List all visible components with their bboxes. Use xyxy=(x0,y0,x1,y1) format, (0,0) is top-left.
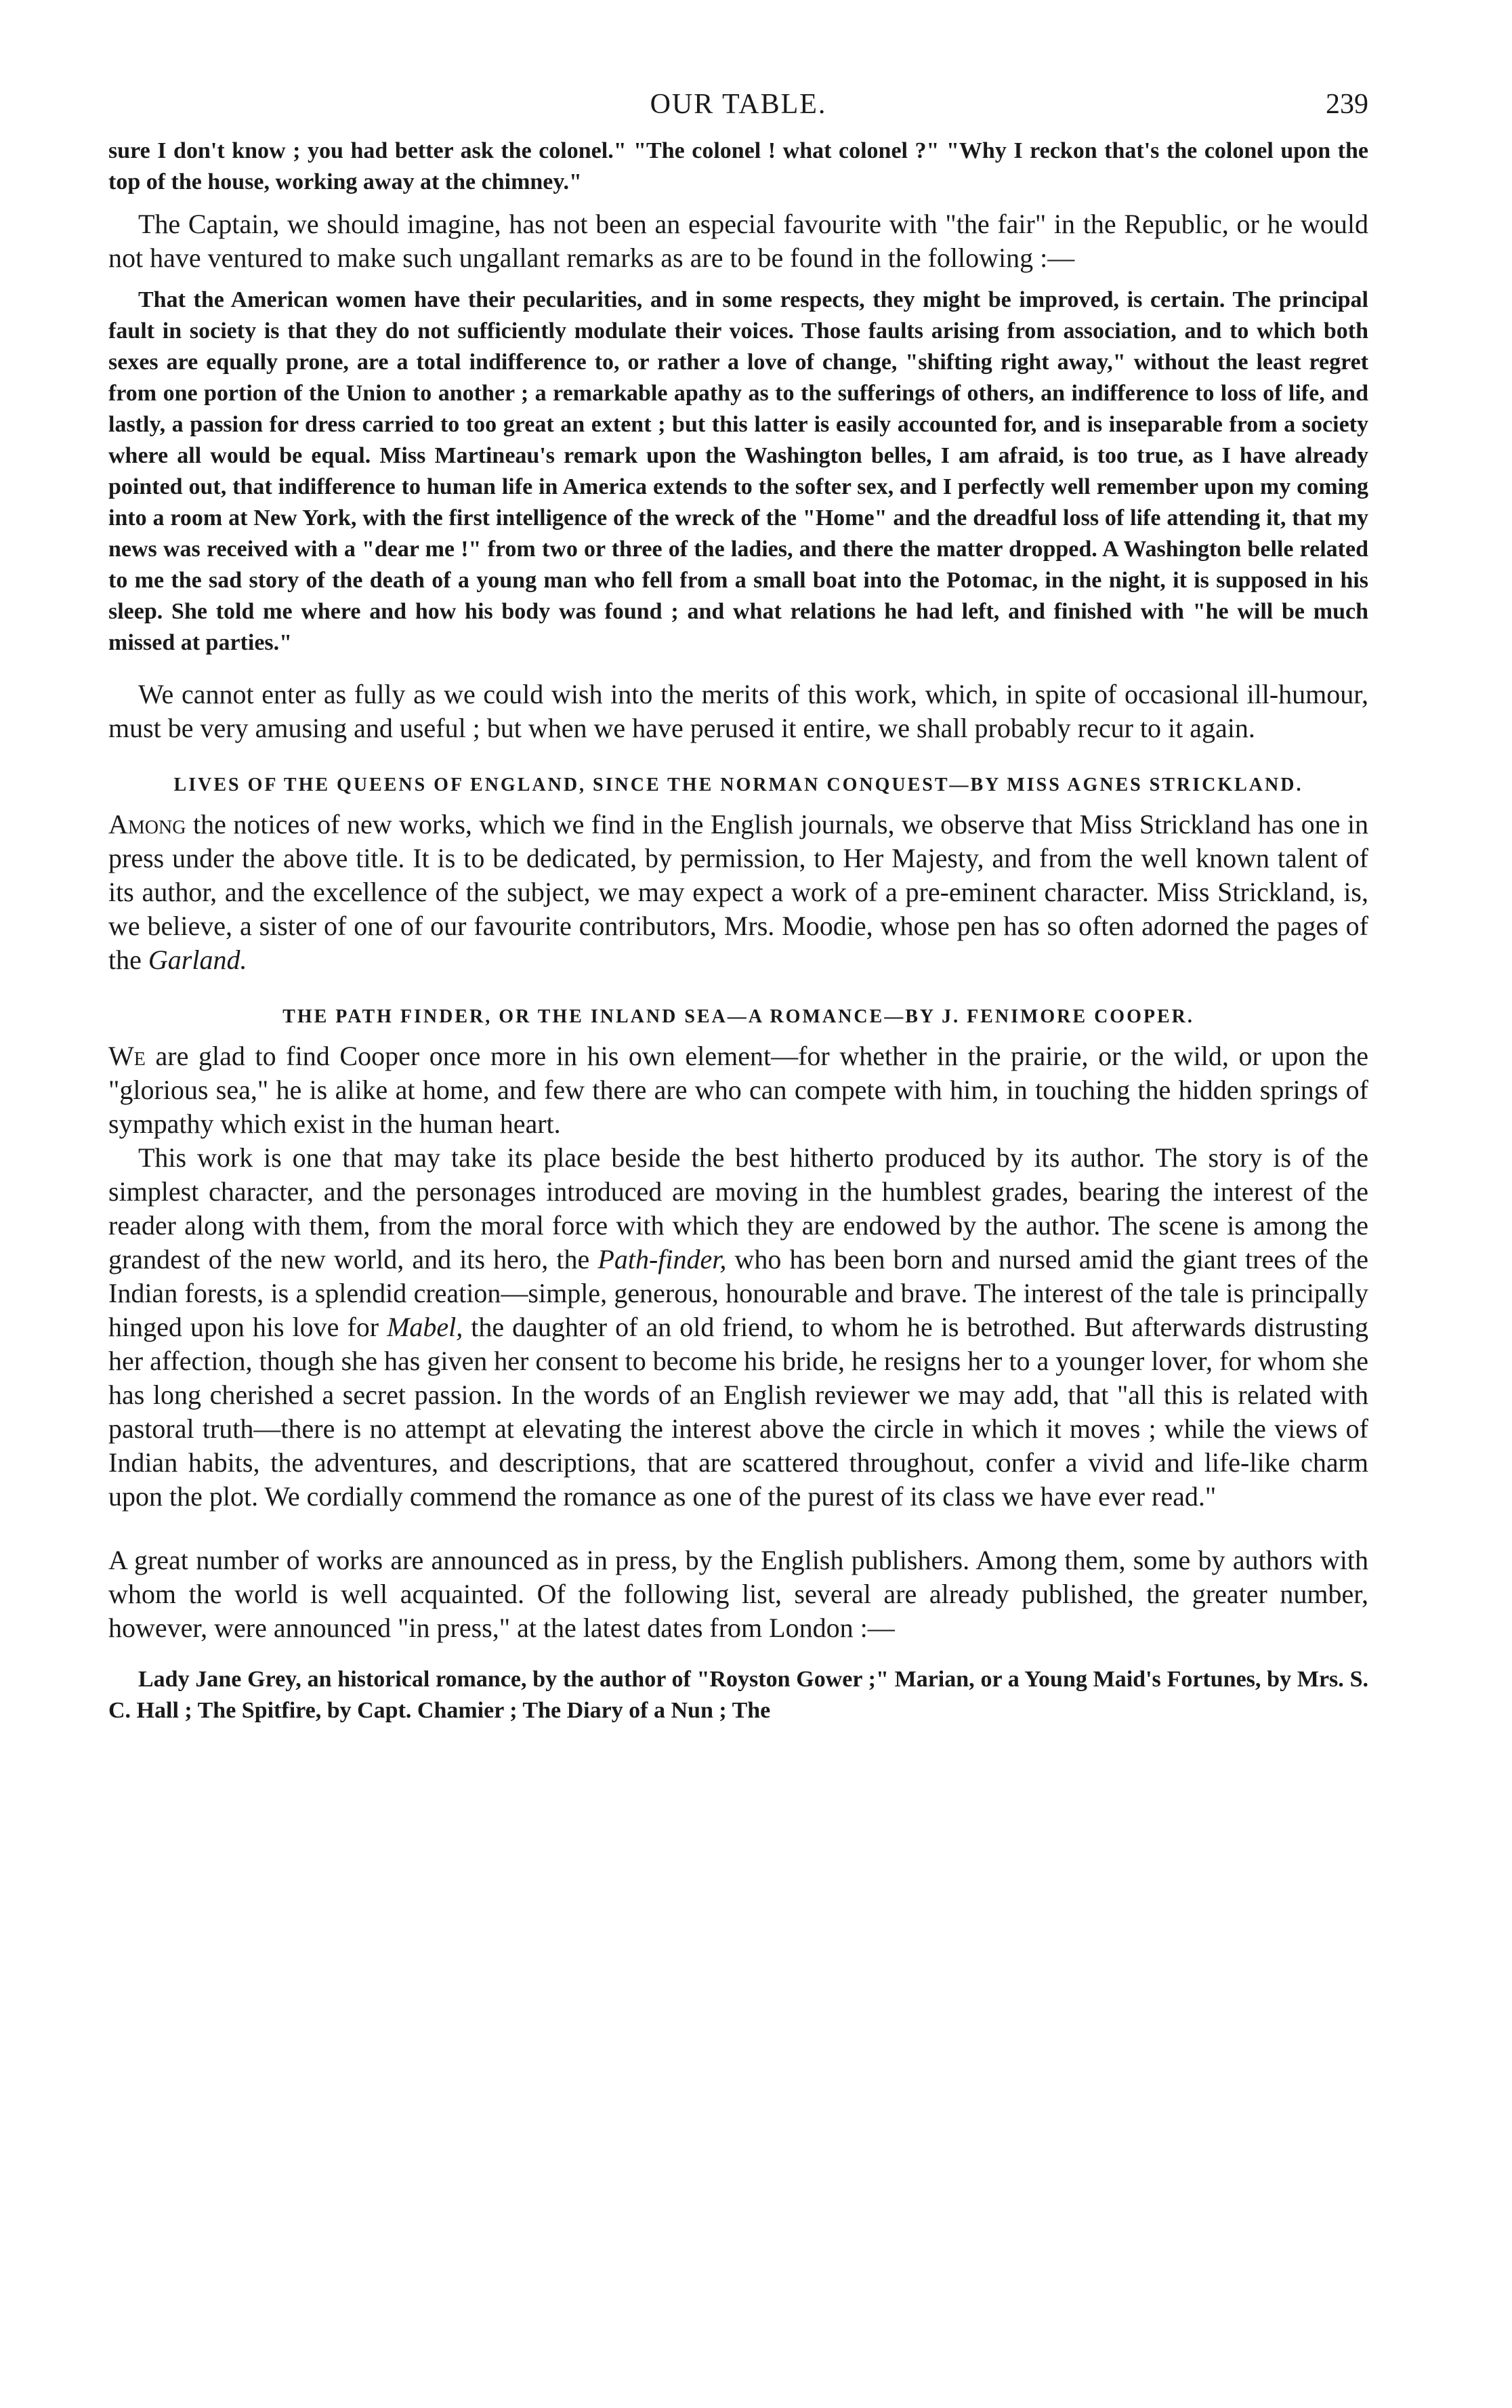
section-heading-path-finder: THE PATH FINDER, OR THE INLAND SEA—A ROMANCE—BY J. FENIMORE COOPER. xyxy=(282,1006,1194,1027)
notice-text: the notices of new works, which we find in the English journals, we observe that Miss Strickland has one in press under the above title. It is to be dedicated, by permission, to Her Majesty, and from the well known talent of its author, and the excellence of the subject, we may expect a work of a pre-eminent character. Miss Strickland, is, we believe, a sister of one of our favourite contributors, Mrs. Moodie, whose pen has so often adorned the pages of the xyxy=(108,809,1368,975)
queens-of-england-notice xyxy=(108,808,1368,977)
intro-text: are glad to find Cooper once more in his own element—for whether in the prairie, or the wild, or upon the "glorious sea," he is alike at home, and few there are who can compete with him, in touching the hidden springs of sympathy which exist in the human heart. xyxy=(108,1041,1368,1139)
running-head: OUR TABLE. xyxy=(650,89,827,120)
announcements-paragraph: A great number of works are announced as in press, by the English publishers. Among them, some by authors with whom the world is well acquainted. Of the following list, several are already published, the greater number, however, were announced "in press," at the latest dates from London :— xyxy=(108,1545,1368,1643)
italic-title: Garland. xyxy=(148,944,247,975)
path-finder-review xyxy=(108,1141,1368,1514)
quote-continuation: sure I don't know ; you had better ask the colonel." "The colonel ! what colonel ?" "Why I reckon that's the colonel upon the top of the house, working away at the chimney." xyxy=(108,138,1368,194)
page-number: 239 xyxy=(1326,89,1368,120)
review-text-c: the daughter of an old friend, to whom he is betrothed. But afterwards distrusting her affection, though she has given her consent to become his bride, he resigns her to a younger lover, for whom she has long cherished a secret passion. In the words of an English reviewer we may add, that "all this is related with pastoral truth—there is no attempt at elevating the interest above the circle in which it moves ; while the views of Indian habits, the adventures, and descriptions, that are scattered throughout, confer a vivid and life-like charm upon the plot. We cordially commend the romance as one of the purest of its class we have ever read." xyxy=(108,1312,1369,1512)
path-finder-intro xyxy=(108,1039,1368,1141)
review-paragraph: The Captain, we should imagine, has not been an especial favourite with "the fair" in the Republic, or he would not have ventured to make such ungallant remarks as are to be found in the following :— xyxy=(108,209,1368,273)
review-conclusion: We cannot enter as fully as we could wish into the merits of this work, which, in spite of occasional ill-humour, must be very amusing and useful ; but when we have perused it entire, we shall probably recur to it again. xyxy=(108,679,1368,743)
block-quotation: That the American women have their pecularities, and in some respects, they might be improved, is certain. The principal fault in society is that they do not sufficiently modulate their voices. Those faults arising from association, and to which both sexes are equally prone, are a total indifference to, or rather a love of change, "shifting right away," without the least regret from one portion of the Union to another ; a remarkable apathy as to the sufferings of others, an indifference to loss of life, and lastly, a passion for dress carried to too great an extent ; but this latter is easily accounted for, and is inseparable from a society where all would be equal. Miss Martineau's remark upon the Washington belles, I am afraid, is too true, as I have already pointed out, that indifference to human life in America extends to the softer sex, and I perfectly well remember upon my coming into a room at New York, with the first intelligence of the wreck of the "Home" and the dreadful loss of life attending it, that my news was received with a "dear me !" from two or three of the ladies, and there the matter dropped. A Washington belle related to me the sad story of the death of a young man who fell from a small boat into the Potomac, in the night, it is supposed in his sleep. She told me where and how his body was found ; and what relations he had left, and finished with "he will be much missed at parties." xyxy=(108,287,1368,655)
review-text-a: This work is one that may take its place beside the best hitherto produced by its author. The story is of the simplest character, and the personages introduced are moving in the humblest grades, bearing the interest of the reader along with them, from the moral force with which they are endowed by the author. The scene is among the grandest of the new world, and its hero, the xyxy=(108,1142,1368,1274)
section-heading-queens-of-england: LIVES OF THE QUEENS OF ENGLAND, SINCE THE NORMAN CONQUEST—BY MISS AGNES STRICKLAND. xyxy=(173,774,1303,795)
page-header xyxy=(108,81,1368,136)
italic-path-finder: Path-finder, xyxy=(597,1244,727,1274)
drop-lead-word: Among xyxy=(108,809,186,839)
announcements-list: Lady Jane Grey, an historical romance, by the author of "Royston Gower ;" Marian, or a Young Maid's Fortunes, by Mrs. S. C. Hall ; The Spitfire, by Capt. Chamier ; The Diary of a Nun ; The xyxy=(108,1667,1368,1723)
drop-lead-word: We xyxy=(108,1041,146,1071)
document-page xyxy=(108,81,1368,1726)
italic-mabel: Mabel, xyxy=(387,1312,463,1342)
review-text-b: who has been born and nursed amid the giant trees of the Indian forests, is a splendid creation—simple, generous, honourable and brave. The interest of the tale is principally hinged upon his love for xyxy=(108,1244,1368,1342)
